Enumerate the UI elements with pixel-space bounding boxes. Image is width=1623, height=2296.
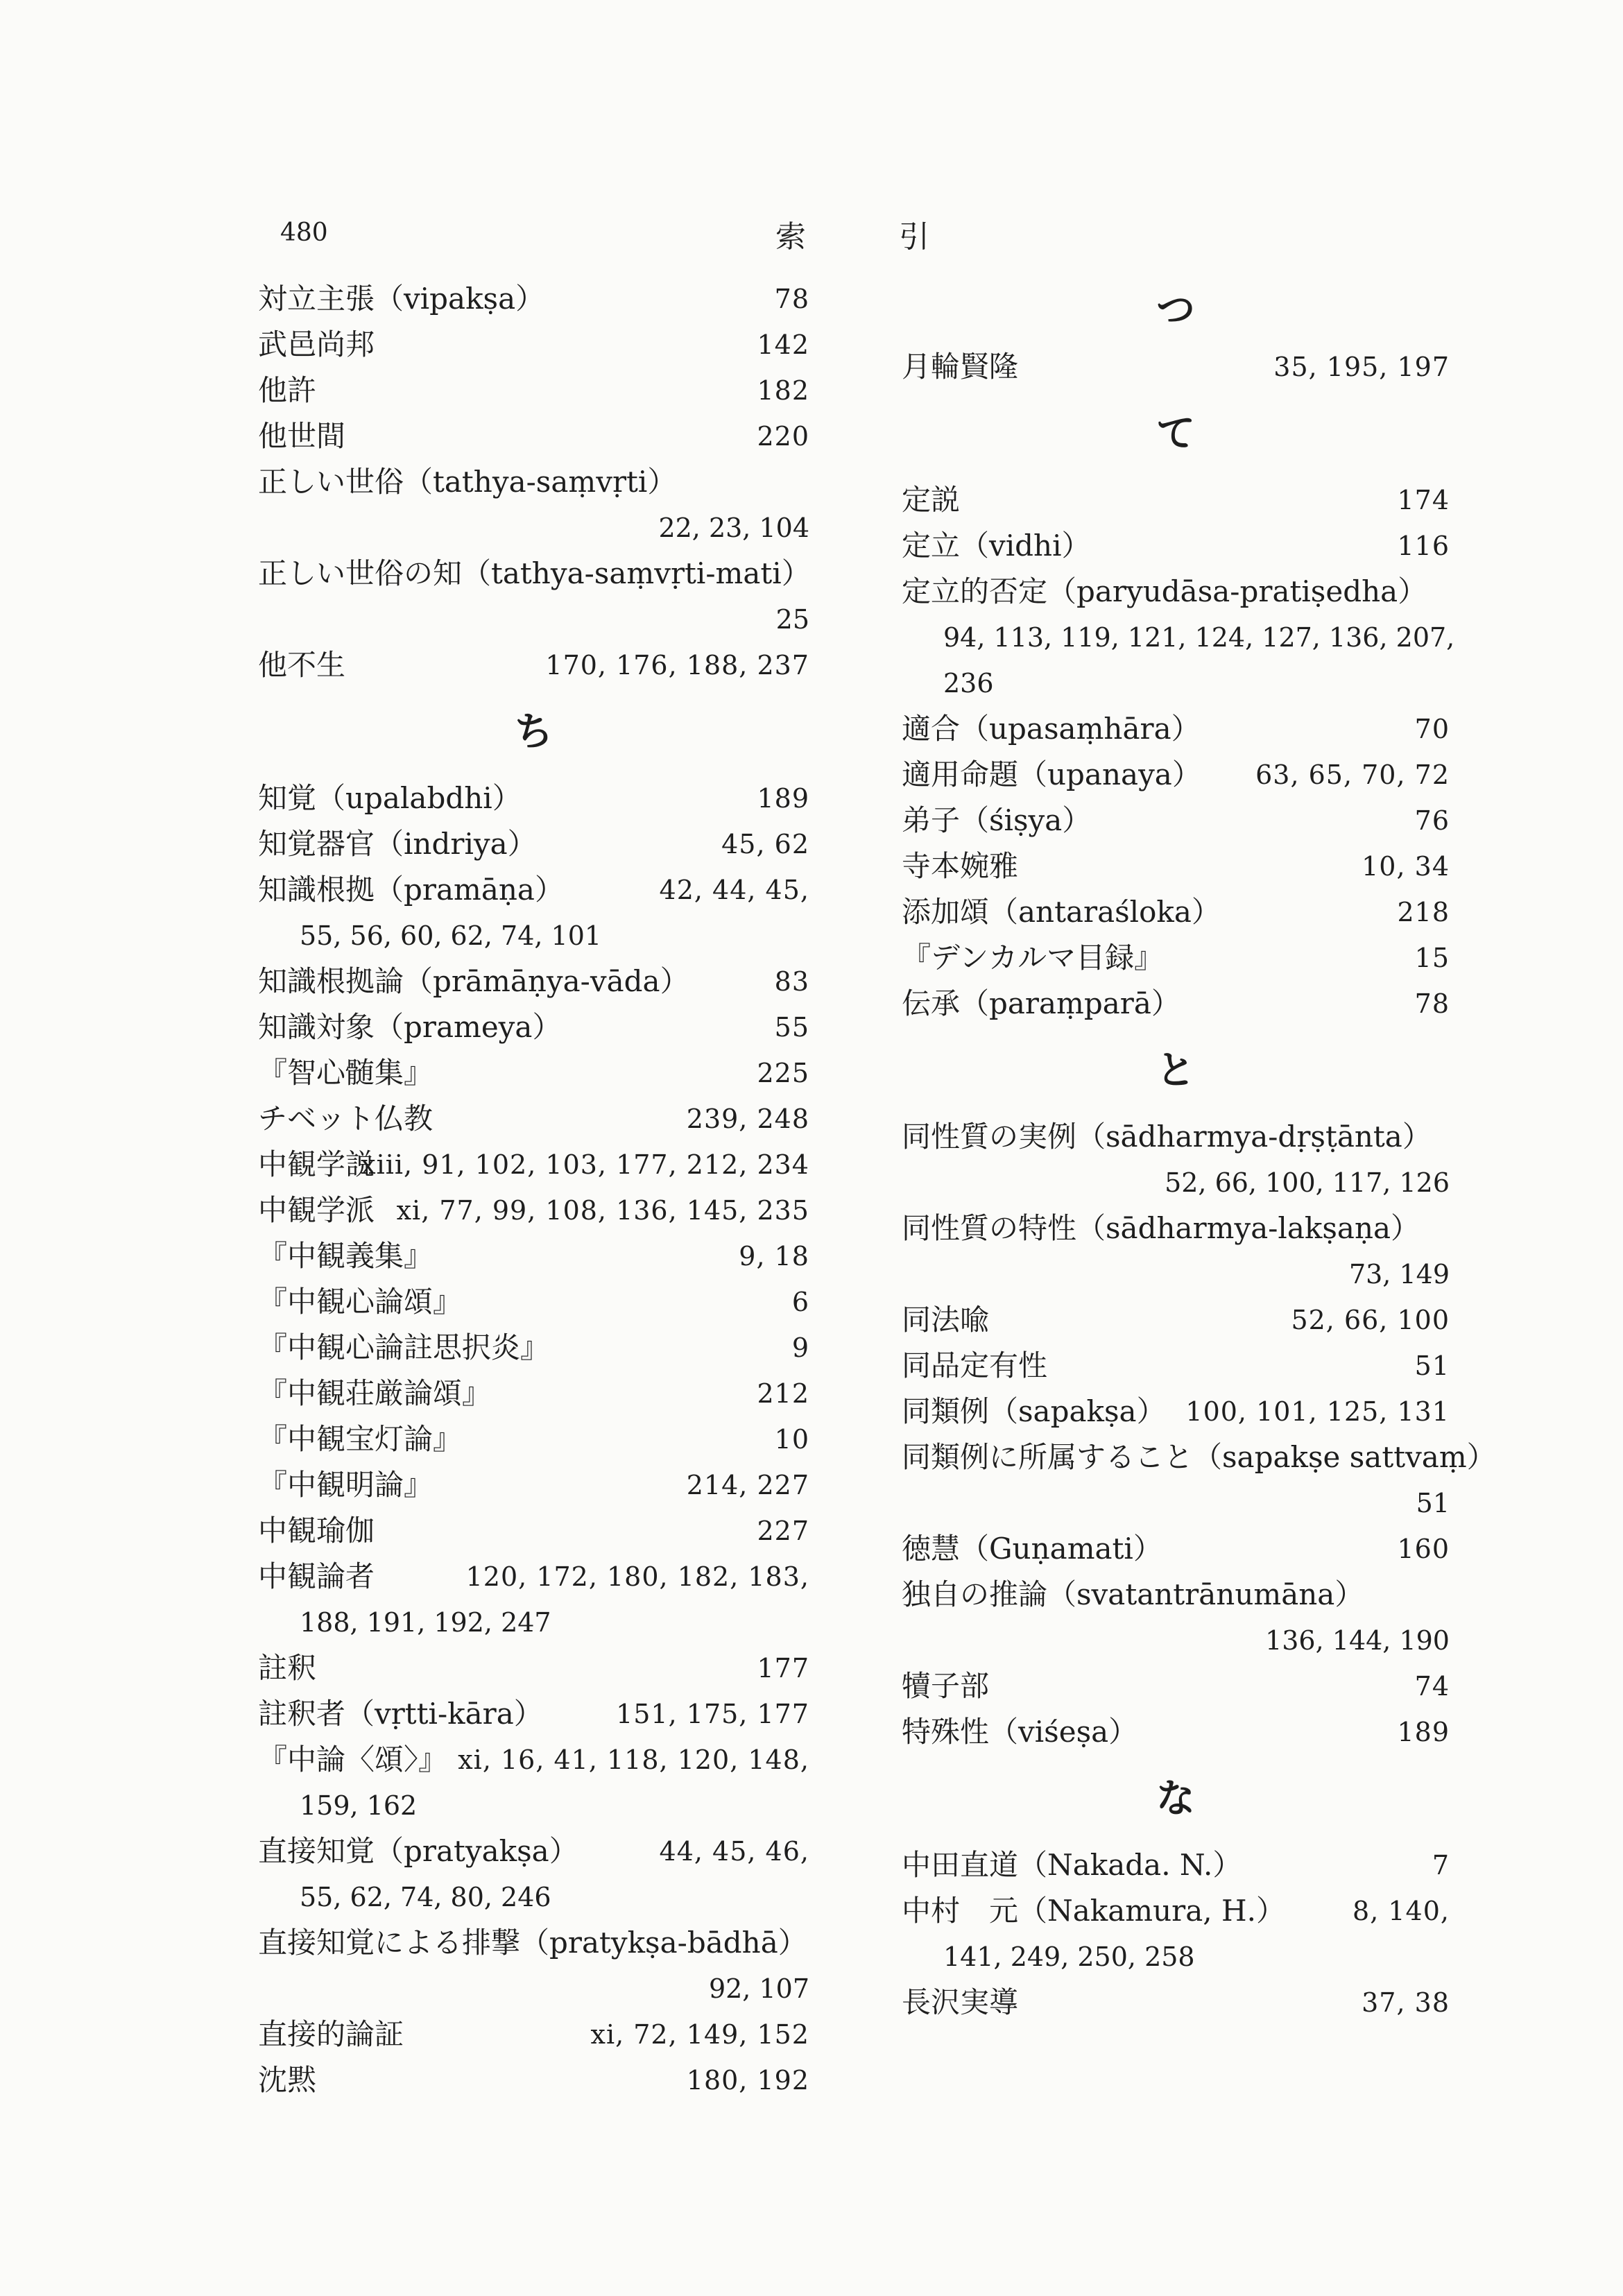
entry-pages: 8, 140, <box>1352 1896 1450 1926</box>
entry-term: 『中観心論頌』 <box>258 1285 463 1319</box>
index-entry <box>258 1920 809 1966</box>
index-entry <box>258 821 809 867</box>
entry-page-list: 94, 113, 119, 121, 124, 127, 136, 207, <box>943 622 1455 653</box>
entry-term: 正しい世俗（tathya-saṃvṛti） <box>258 465 677 499</box>
index-entry <box>258 1142 809 1188</box>
index-entry <box>902 1572 1450 1618</box>
index-entry <box>258 368 809 413</box>
entry-page-list: 236 <box>943 668 994 699</box>
entry-term: 『中観心論註思択炎』 <box>258 1330 550 1364</box>
entry-term: 『智心髄集』 <box>258 1056 433 1090</box>
entry-term: 『中論〈頌〉』 <box>258 1742 448 1776</box>
entry-page-list: 188, 191, 192, 247 <box>300 1607 551 1638</box>
index-entry <box>258 1416 809 1462</box>
entry-term: 他世間 <box>258 419 346 453</box>
entry-pages: 35, 195, 197 <box>1273 352 1450 382</box>
entry-term: 『中観宝灯論』 <box>258 1422 463 1456</box>
entry-term: 同性質の特性（sādharmya-lakṣaṇa） <box>902 1211 1420 1245</box>
entry-page-list: 51 <box>1416 1488 1450 1518</box>
entry-term: 直接知覚による排撃（pratykṣa-bādhā） <box>258 1926 807 1960</box>
index-entry <box>902 569 1450 615</box>
entry-pages: 45, 62 <box>721 829 809 859</box>
entry-term: 『中観義集』 <box>258 1239 433 1273</box>
entry-term: 知識根拠論（prāmāṇya-vāda） <box>258 964 689 998</box>
section-heading: つ <box>1156 287 1195 333</box>
entry-term: 徳慧（Guṇamati） <box>902 1532 1162 1566</box>
index-entry <box>902 981 1450 1027</box>
entry-pages: 239, 248 <box>686 1104 809 1134</box>
entry-pages: 116 <box>1397 531 1450 561</box>
index-column-right <box>902 276 1496 2025</box>
entry-term: チベット仏教 <box>258 1102 433 1136</box>
index-entry <box>258 1828 809 1874</box>
entry-page-list: 159, 162 <box>300 1790 418 1821</box>
entry-pages: 63, 65, 70, 72 <box>1255 760 1450 790</box>
index-entry-continuation <box>902 1618 1450 1663</box>
entry-pages: 174 <box>1397 485 1450 515</box>
entry-term: 直接的論証 <box>258 2017 404 2051</box>
index-entry <box>902 477 1450 523</box>
entry-pages: 151, 175, 177 <box>616 1699 809 1729</box>
index-entry-continuation <box>902 1160 1450 1206</box>
index-column-left <box>258 276 809 2103</box>
index-entry <box>902 935 1450 981</box>
index-entry <box>258 1737 809 1783</box>
entry-pages: 55 <box>774 1012 809 1043</box>
index-entry-continuation <box>258 597 809 642</box>
index-entry <box>258 1691 809 1737</box>
index-entry <box>258 867 809 913</box>
entry-pages: xiii, 91, 102, 103, 177, 212, 234 <box>361 1149 809 1180</box>
index-entry <box>902 1297 1450 1343</box>
entry-pages: 76 <box>1414 805 1450 836</box>
index-entry <box>902 1526 1450 1572</box>
entry-term: 中観論者 <box>258 1559 375 1593</box>
entry-page-list: 141, 249, 250, 258 <box>943 1942 1195 1972</box>
entry-term: 直接知覚（pratyakṣa） <box>258 1834 578 1868</box>
index-entry <box>902 1888 1450 1934</box>
entry-term: 月輪賢隆 <box>902 350 1019 384</box>
entry-term: 『中観明論』 <box>258 1468 433 1502</box>
index-entry <box>902 843 1450 889</box>
index-entry <box>258 1645 809 1691</box>
entry-pages: 100, 101, 125, 131 <box>1185 1396 1450 1427</box>
entry-page-list: 22, 23, 104 <box>658 513 809 543</box>
index-entry <box>258 1371 809 1416</box>
entry-pages: 9 <box>791 1333 809 1363</box>
entry-term: 犢子部 <box>902 1669 990 1703</box>
entry-pages: 189 <box>757 783 809 814</box>
entry-term: 他許 <box>258 373 317 407</box>
index-entry-continuation <box>902 1480 1450 1526</box>
entry-term: 添加頌（antaraśloka） <box>902 895 1221 929</box>
entry-pages: xi, 72, 149, 152 <box>590 2019 809 2050</box>
entry-pages: 44, 45, 46, <box>659 1836 809 1867</box>
page-number: 480 <box>280 219 328 247</box>
entry-pages: 120, 172, 180, 182, 183, <box>465 1561 809 1592</box>
index-entry-continuation <box>902 1251 1450 1297</box>
entry-pages: 9, 18 <box>739 1241 809 1271</box>
index-entry <box>902 752 1450 798</box>
index-entry-continuation <box>258 1600 809 1645</box>
index-entry <box>902 523 1450 569</box>
entry-pages: 180, 192 <box>686 2065 809 2096</box>
entry-page-list: 92, 107 <box>708 1973 809 2004</box>
entry-pages: 170, 176, 188, 237 <box>545 650 809 680</box>
entry-pages: 42, 44, 45, <box>659 875 809 905</box>
entry-term: 同法喩 <box>902 1303 990 1337</box>
index-entry <box>902 1980 1450 2025</box>
entry-pages: 218 <box>1397 897 1450 927</box>
index-entry <box>258 459 809 505</box>
entry-term: 知覚（upalabdhi） <box>258 781 522 815</box>
index-entry-continuation <box>902 660 1450 706</box>
index-entry <box>902 1114 1450 1160</box>
entry-pages: 182 <box>757 375 809 406</box>
index-entry <box>258 1462 809 1508</box>
entry-pages: 10, 34 <box>1362 851 1450 882</box>
entry-term: 『デンカルマ目録』 <box>902 941 1164 975</box>
entry-term: 註釈者（vṛtti-kāra） <box>258 1697 543 1731</box>
entry-pages: 177 <box>757 1653 809 1684</box>
entry-term: 同類例（sapakṣa） <box>902 1394 1166 1428</box>
entry-pages: 212 <box>757 1378 809 1409</box>
entry-pages: 52, 66, 100 <box>1291 1305 1450 1335</box>
entry-pages: 220 <box>757 421 809 452</box>
index-entry <box>902 706 1450 752</box>
entry-pages: 7 <box>1432 1850 1450 1881</box>
index-entry <box>902 889 1450 935</box>
index-entry <box>258 1508 809 1554</box>
entry-page-list: 136, 144, 190 <box>1265 1625 1450 1656</box>
entry-term: 対立主張（vipakṣa） <box>258 282 545 316</box>
entry-term: 武邑尚邦 <box>258 327 375 361</box>
entry-pages: 227 <box>757 1516 809 1546</box>
entry-page-list: 55, 62, 74, 80, 246 <box>300 1882 551 1912</box>
entry-term: 知覚器官（indriya） <box>258 827 537 861</box>
entry-page-list: 73, 149 <box>1348 1259 1450 1290</box>
entry-term: 沈黙 <box>258 2063 317 2097</box>
entry-pages: 6 <box>791 1287 809 1317</box>
index-entry <box>902 1206 1450 1251</box>
entry-term: 正しい世俗の知（tathya-saṃvṛti-mati） <box>258 556 811 590</box>
index-entry <box>258 959 809 1004</box>
index-entry <box>258 2057 809 2103</box>
running-head: 索 引 <box>775 219 971 255</box>
index-entry-continuation <box>258 1783 809 1828</box>
index-entry <box>258 1188 809 1233</box>
entry-pages: xi, 16, 41, 118, 120, 148, <box>458 1745 809 1775</box>
entry-term: 中観瑜伽 <box>258 1514 375 1548</box>
entry-term: 同類例に所属すること（sapakṣe sattvaṃ） <box>902 1440 1496 1474</box>
section-heading: と <box>1156 1047 1195 1093</box>
entry-pages: 78 <box>1414 988 1450 1019</box>
entry-pages: 225 <box>757 1058 809 1088</box>
index-entry <box>258 276 809 322</box>
index-entry-continuation <box>258 505 809 551</box>
entry-term: 弟子（śiṣya） <box>902 803 1092 837</box>
entry-term: 定立（vidhi） <box>902 529 1091 563</box>
index-entry-continuation <box>902 1934 1450 1980</box>
index-entry <box>258 1096 809 1142</box>
entry-pages: 37, 38 <box>1362 1987 1450 2018</box>
index-entry <box>258 551 809 597</box>
index-entry <box>902 1343 1450 1389</box>
entry-term: 同品定有性 <box>902 1348 1048 1382</box>
entry-term: 中観学説 <box>258 1147 375 1181</box>
index-entry <box>902 1709 1450 1755</box>
entry-pages: 70 <box>1414 714 1450 744</box>
section-heading: な <box>1156 1776 1195 1822</box>
entry-term: 適用命題（upanaya） <box>902 757 1201 791</box>
entry-term: 註釈 <box>258 1651 317 1685</box>
index-entry <box>258 642 809 688</box>
entry-term: 知識根拠（pramāṇa） <box>258 873 564 907</box>
entry-pages: 78 <box>774 284 809 314</box>
entry-term: 伝承（paraṃparā） <box>902 986 1180 1020</box>
index-entry <box>258 322 809 368</box>
entry-page-list: 52, 66, 100, 117, 126 <box>1165 1167 1450 1198</box>
entry-term: 知識対象（prameya） <box>258 1010 562 1044</box>
index-entry <box>258 1233 809 1279</box>
entry-term: 同性質の実例（sādharmya-dṛṣṭānta） <box>902 1120 1432 1154</box>
index-entry <box>902 798 1450 843</box>
entry-term: 独自の推論（svatantrānumāna） <box>902 1577 1364 1611</box>
entry-pages: 160 <box>1397 1534 1450 1564</box>
index-entry <box>258 1554 809 1600</box>
index-entry <box>258 1050 809 1096</box>
entry-term: 適合（upasaṃhāra） <box>902 712 1201 746</box>
index-entry <box>902 344 1450 390</box>
index-entry <box>258 413 809 459</box>
entry-pages: 10 <box>774 1424 809 1455</box>
entry-pages: 51 <box>1414 1351 1450 1381</box>
index-entry <box>902 1842 1450 1888</box>
index-entry <box>258 1325 809 1371</box>
index-entry <box>258 1004 809 1050</box>
index-entry <box>902 1389 1450 1434</box>
index-entry <box>258 1279 809 1325</box>
entry-page-list: 25 <box>775 604 809 635</box>
index-entry <box>258 2012 809 2057</box>
section-heading: て <box>1156 411 1195 456</box>
index-entry <box>902 1663 1450 1709</box>
entry-pages: 74 <box>1414 1671 1450 1702</box>
entry-term: 特殊性（viśeṣa） <box>902 1715 1138 1749</box>
entry-term: 中観学派 <box>258 1193 375 1227</box>
entry-term: 中村 元（Nakamura, H.） <box>902 1894 1285 1928</box>
entry-term: 定立的否定（paryudāsa-pratiṣedha） <box>902 574 1427 608</box>
index-entry-continuation <box>258 1966 809 2012</box>
entry-term: 定説 <box>902 483 961 517</box>
entry-term: 他不生 <box>258 648 346 682</box>
entry-term: 寺本婉雅 <box>902 849 1019 883</box>
index-entry <box>902 1434 1496 1480</box>
entry-pages: 83 <box>774 966 809 997</box>
entry-term: 『中観荘厳論頌』 <box>258 1376 492 1410</box>
section-heading: ち <box>514 709 553 755</box>
entry-pages: xi, 77, 99, 108, 136, 145, 235 <box>396 1195 809 1226</box>
entry-pages: 142 <box>757 329 809 360</box>
entry-page-list: 55, 56, 60, 62, 74, 101 <box>300 920 602 951</box>
index-entry-continuation <box>258 1874 809 1920</box>
index-entry-continuation <box>902 615 1455 660</box>
entry-term: 中田直道（Nakada. N.） <box>902 1848 1242 1882</box>
entry-term: 長沢実導 <box>902 1985 1019 2019</box>
index-entry-continuation <box>258 913 809 959</box>
index-entry <box>258 776 809 821</box>
entry-pages: 15 <box>1414 943 1450 973</box>
entry-pages: 189 <box>1397 1717 1450 1747</box>
entry-pages: 214, 227 <box>686 1470 809 1500</box>
